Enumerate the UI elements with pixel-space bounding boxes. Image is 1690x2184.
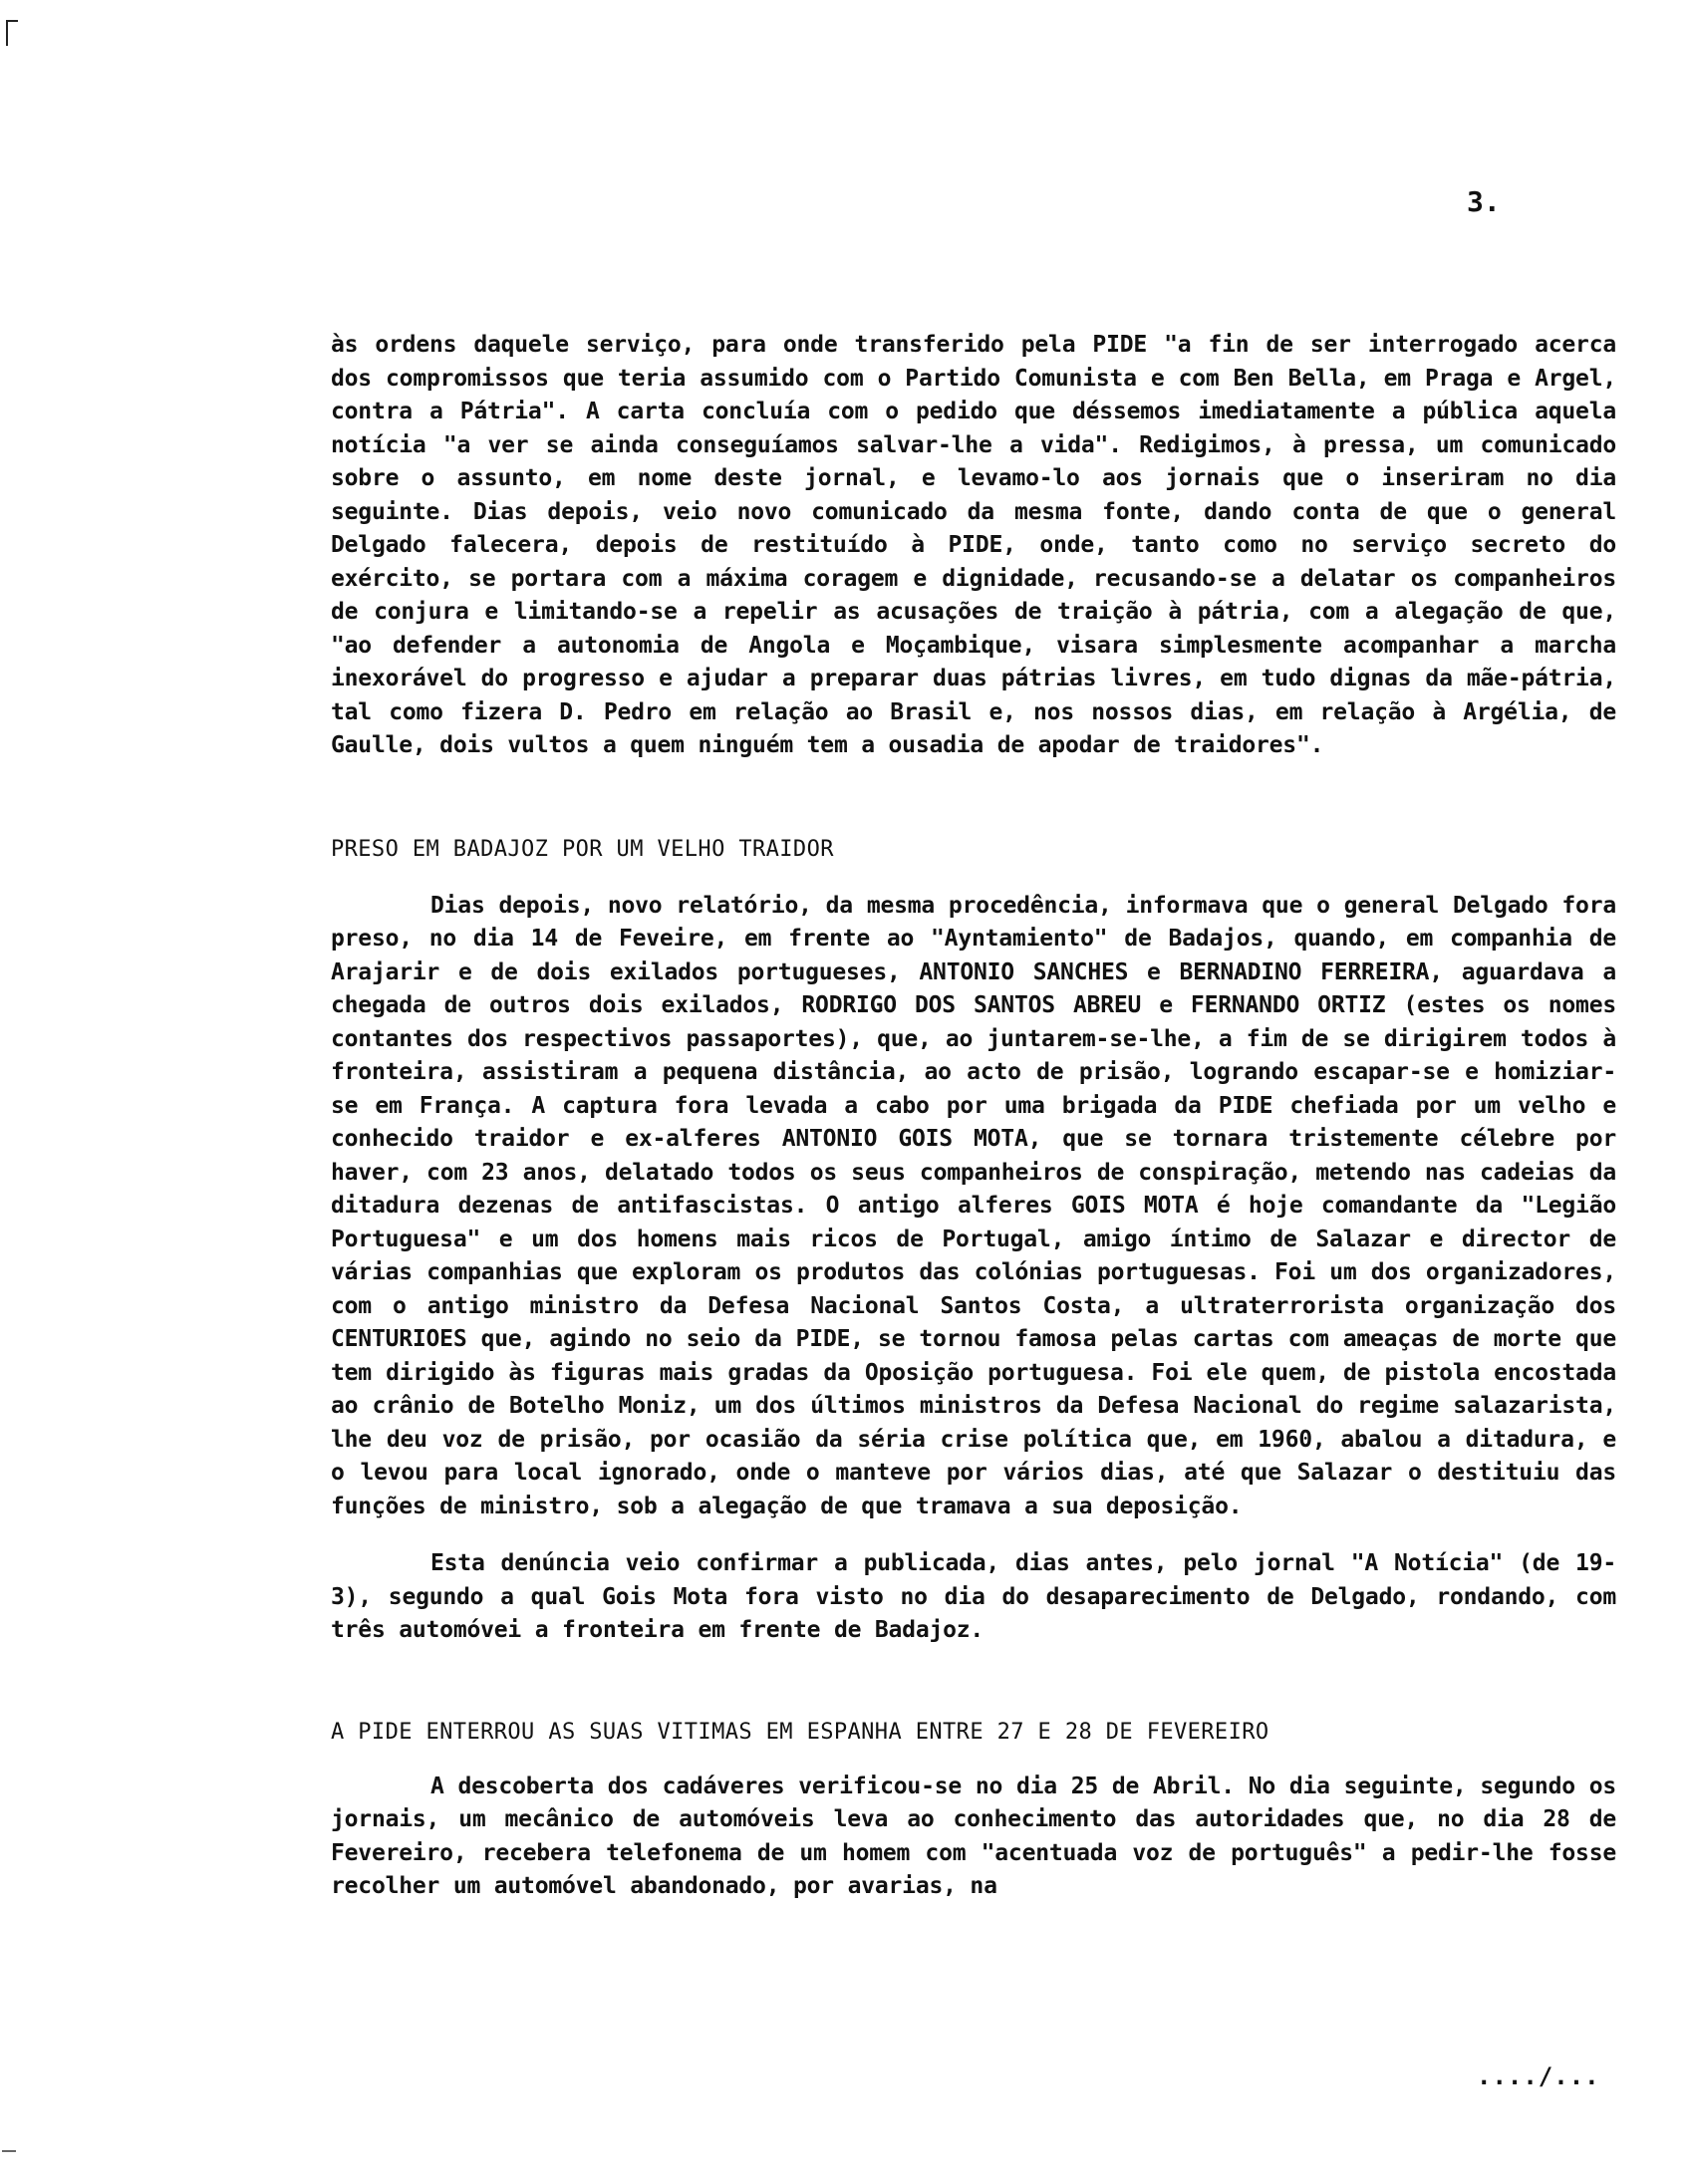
scan-edge-mark: [2, 2150, 16, 2152]
paragraph-continuation: às ordens daquele serviço, para onde transferido pela PIDE "a fin de ser interrogado acerca dos compromissos que teria assumido com o Partido Comunista e com Ben Bella, em Praga e Argel, contra a Pátria". A carta concluía com o pedido que déssemos imediatamente a pública aquela notícia "a ver se ainda conseguíamos salvar-lhe a vida". Redigimos, à pressa, um comunicado sobre o assunto, em nome deste jornal, e levamo-lo aos jornais que o inseriram no dia seguinte. Dias depois, veio novo comunicado da mesma fonte, dando conta de que o general Delgado falecera, depois de restituído à PIDE, onde, tanto como no serviço secreto do exército, se portara com a máxima coragem e dignidade, recusando-se a delatar os companheiros de conjura e limitando-se a repelir as acusações de traição à pátria, com a alegação de que, "ao defender a autonomia de Angola e Moçambique, visara simplesmente acompanhar a marcha inexorável do progresso e ajudar a preparar duas pátrias livres, em tudo dignas da mãe-pátria, tal como fizera D. Pedro em relação ao Brasil e, nos nossos dias, em relação à Argélia, de Gaulle, dois vultos a quem ninguém tem a ousadia de apodar de traidores".: [331, 332, 1630, 758]
document-body: [331, 329, 1630, 1904]
scan-corner-mark: [6, 20, 18, 46]
paragraph-novo-relatorio: Dias depois, novo relatório, da mesma procedência, informava que o general Delgado fora preso, no dia 14 de Feveire, em frente ao "Ayntamiento" de Badajos, quando, em companhia de Arajarir e de dois exilados portugueses, ANTONIO SANCHES e BERNADINO FERREIRA, aguardava a chegada de outros dois exilados, RODRIGO DOS SANTOS ABREU e FERNANDO ORTIZ (estes os nomes contantes dos respectivos passaportes), que, ao juntarem-se-lhe, a fim de se dirigirem todos à fronteira, assistiram a pequena distância, ao acto de prisão, logrando escapar-se e homiziar-se em França. A captura fora levada a cabo por uma brigada da PIDE chefiada por um velho e conhecido traidor e ex-alferes ANTONIO GOIS MOTA, que se tornara tristemente célebre por haver, com 23 anos, delatado todos os seus companheiros de conspiração, metendo nas cadeias da ditadura dezenas de antifascistas. O antigo alferes GOIS MOTA é hoje comandante da "Legião Portuguesa" e um dos homens mais ricos de Portugal, amigo íntimo de Salazar e director de várias companhias que exploram os produtos das colónias portuguesas. Foi um dos organizadores, com o antigo ministro da Defesa Nacional Santos Costa, a ultraterrorista organização dos CENTURIOES que, agindo no seio da PIDE, se tornou famosa pelas cartas com ameaças de morte que tem dirigido às figuras mais gradas da Oposição portuguesa. Foi ele quem, de pistola encostada ao crânio de Botelho Moniz, um dos últimos ministros da Defesa Nacional do regime salazarista, lhe deu voz de prisão, por ocasião da séria crise política que, em 1960, abalou a ditadura, e o levou para local ignorado, onde o manteve por vários dias, até que Salazar o destituiu das funções de ministro, sob a alegação de que tramava a sua deposição.: [331, 892, 1630, 1519]
page-number: 3.: [1467, 185, 1501, 218]
paragraph-denuncia: Esta denúncia veio confirmar a publicada, dias antes, pelo jornal "A Notícia" (de 19-3), segundo a qual Gois Mota fora visto no dia do desaparecimento de Delgado, rondando, com três automóvei a fronteira em frente de Badajoz.: [331, 1550, 1630, 1643]
paragraph-descoberta: A descoberta dos cadáveres verificou-se no dia 25 de Abril. No dia seguinte, segundo os jornais, um mecânico de automóveis leva ao conhecimento das autoridades que, no dia 28 de Fevereiro, recebera telefonema de um homem com "acentuada voz de português" a pedir-lhe fosse recolher um automóvel abandonado, por avarias, na: [331, 1773, 1630, 1899]
continuation-mark: ..../...: [1477, 2062, 1600, 2090]
section-heading-pide-enterrou: A PIDE ENTERROU AS SUAS VITIMAS EM ESPANHA ENTRE 27 E 28 DE FEVEREIRO: [331, 1719, 1269, 1745]
section-heading-preso-em-badajoz: PRESO EM BADAJOZ POR UM VELHO TRAIDOR: [331, 836, 834, 862]
